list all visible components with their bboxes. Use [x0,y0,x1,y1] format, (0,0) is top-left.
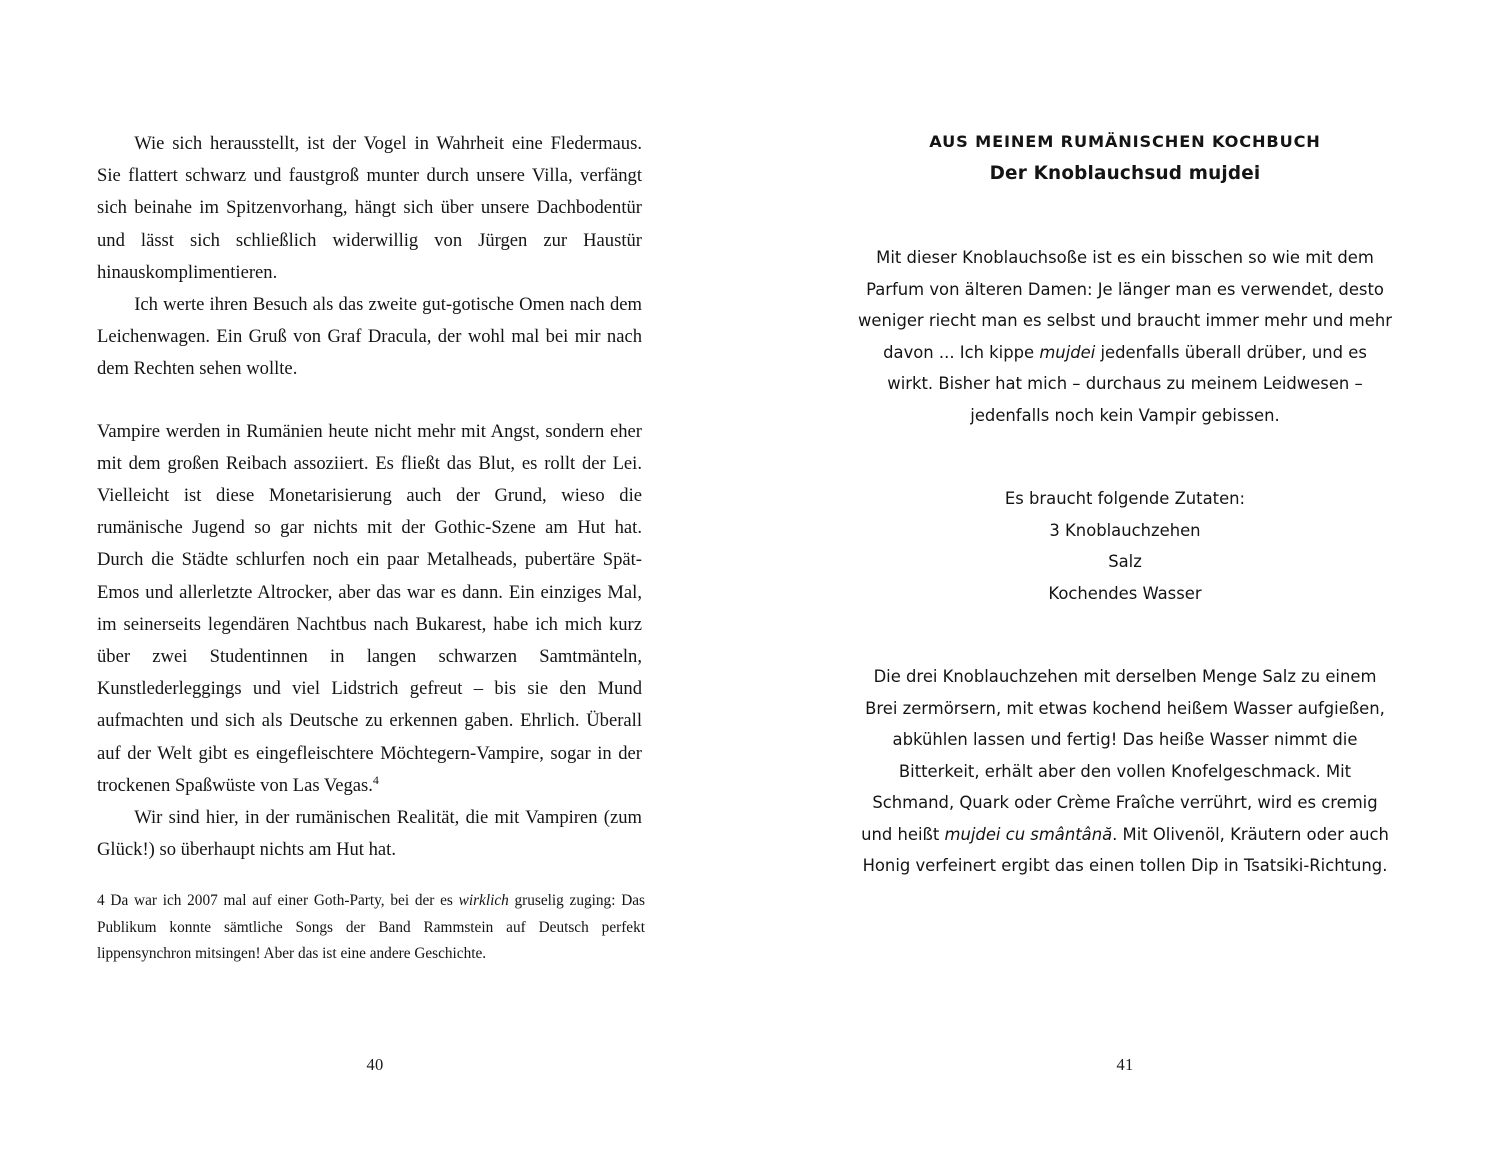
footnote-number: 4 [97,892,105,909]
recipe-method [858,661,1392,882]
list-item: Salz [1108,552,1142,571]
footnote-text-italic: wirklich [458,892,509,909]
recipe-intro-italic: mujdei [1039,342,1096,362]
paragraph: Wie sich herausstellt, ist der Vogel in Wahrheit eine Fledermaus. Sie flattert schwarz und faustgroß munter durch unsere Villa, verfängt sich beinahe im Spitzenvorhang, hängt sich über unsere Dachbodentür und lässt sich schließlich widerwillig von Jürgen zur Haustür hinauskomplimentieren. [97,133,642,283]
recipe-method-after: . Mit Olivenöl, Kräutern oder auch Honig verfeinert ergibt das einen tollen Dip in Tsatsiki-Richtung. [862,824,1389,875]
recipe-intro-after: jedenfalls überall drüber, und es wirkt. Bisher hat mich – durchaus zu meinem Leidwesen – jedenfalls noch kein Vampir gebissen. [887,342,1367,425]
recipe-intro-before: Mit dieser Knoblauchsoße ist es ein bisschen so wie mit dem Parfum von älteren Damen: Je länger man es verwendet, desto weniger riecht man es selbst und braucht immer mehr und mehr davon ... Ich kippe [858,248,1392,362]
footnote-text-after: gruselig zuging: Das Publikum konnte sämtliche Songs der Band Rammstein auf Deutsch perfekt lippensynchron mitsingen! Aber das ist eine andere Geschichte. [97,892,645,962]
ingredients-list [858,515,1392,610]
page-number-right: 41 [1116,1055,1134,1074]
recipe-method-before: Die drei Knoblauchzehen mit derselben Menge Salz zu einem Brei zermörsern, mit etwas kochend heißem Wasser aufgießen, abkühlen lassen und fertig! Das heiße Wasser nimmt die Bitterkeit, erhält aber den vollen Knofelgeschmack. Mit Schmand, Quark oder Crème Fraîche verrührt, wird es cremig und heißt [861,667,1385,844]
paragraph: Ich werte ihren Besuch als das zweite gut-gotische Omen nach dem Leichenwagen. Ein Gruß von Graf Dracula, der wohl mal bei mir nach dem Rechten sehen wollte. [97,294,642,380]
paragraph-text: Vampire werden in Rumänien heute nicht mehr mit Angst, sondern eher mit dem großen Reibach assoziiert. Es fließt das Blut, es rollt der Lei. Vielleicht ist diese Monetarisierung auch der Grund, wieso die rumänische Jugend so gar nichts mit der Gothic-Szene am Hut hat. Durch die Städte schlurfen noch ein paar Metalheads, pubertäre Spät-Emos und allerletzte Altrocker, aber das war es dann. Ein einziges Mal, im seinerseits legendären Nachtbus nach Bukarest, habe ich mich kurz über zwei Studentinnen in langen schwarzen Samtmänteln, Kunstlederleggings und viel Lidstrich gefreut – bis sie den Mund aufmachten und sich als Deutsche zu erkennen gaben. Ehrlich. Überall auf der Welt gibt es eingefleischtere Möchtegern-Vampire, sogar in der trockenen Spaßwüste von Las Vegas. [97,420,642,796]
page-right [750,0,1500,1167]
recipe-kicker: AUS MEINEM RUMÄNISCHEN KOCHBUCH [929,132,1321,151]
recipe-box [858,128,1392,882]
recipe-method-italic: mujdei cu smântână [944,824,1113,844]
page-number-left: 40 [366,1055,384,1074]
paragraph: Wir sind hier, in der rumänischen Realität, die mit Vampiren (zum Glück!) so überhaupt nichts am Hut hat. [97,807,642,861]
footnote-text-before: Da war ich 2007 mal auf einer Goth-Party, bei der es [110,892,459,909]
recipe-intro [858,242,1392,431]
footnote-reference[interactable]: 4 [372,772,379,787]
recipe-title: Der Knoblauchsud mujdei [989,163,1261,184]
list-item: Kochendes Wasser [1048,583,1202,603]
list-item: 3 Knoblauchzehen [1049,520,1201,540]
paragraph-with-footnote [97,416,642,802]
ingredients-heading: Es braucht folgende Zutaten: [1004,489,1246,508]
body-text-left [97,128,642,866]
footnote [97,888,645,968]
